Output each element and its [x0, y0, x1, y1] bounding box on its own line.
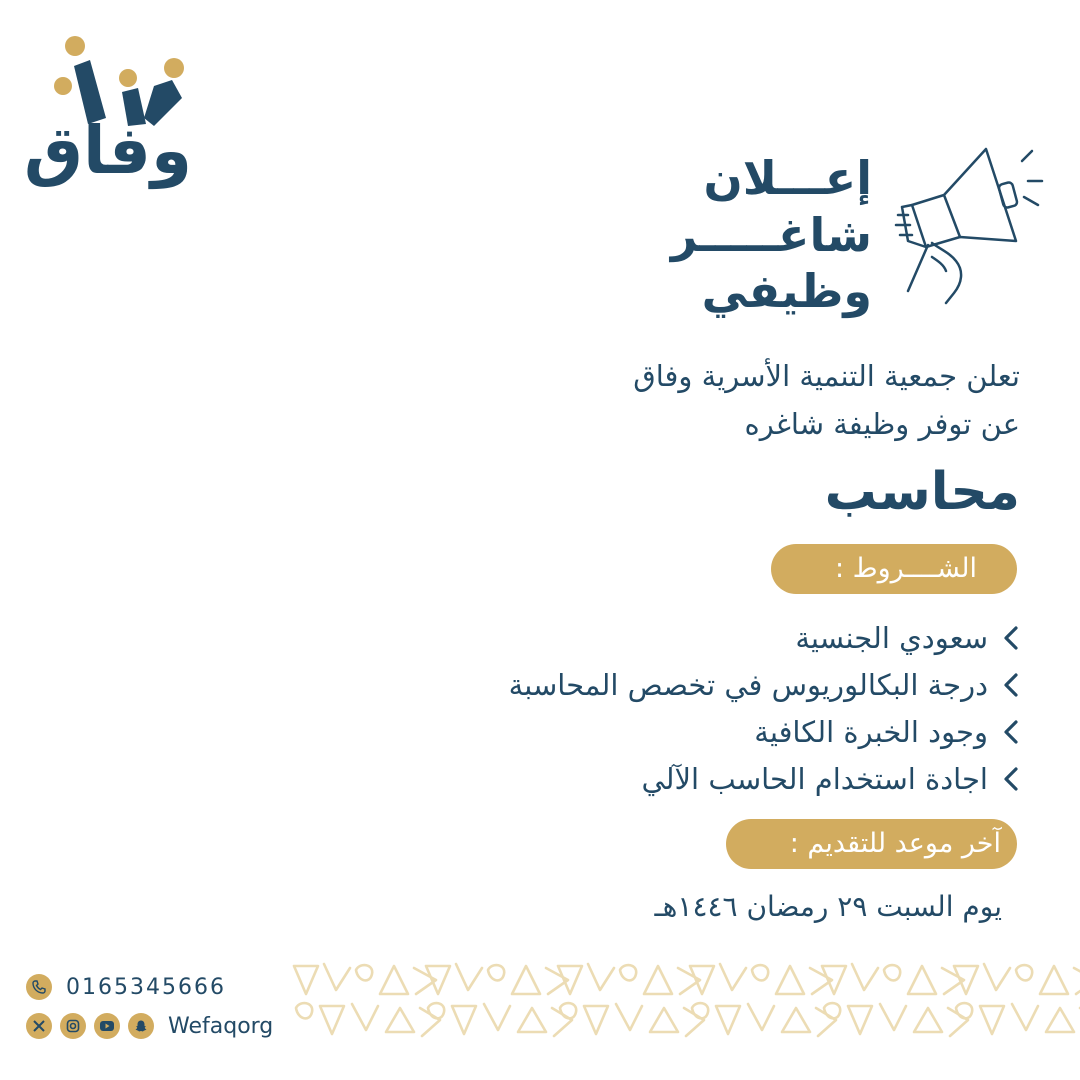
instagram-icon[interactable] — [60, 1013, 86, 1039]
social-handle[interactable]: Wefaqorg — [168, 1013, 274, 1039]
condition-text: سعودي الجنسية — [795, 620, 988, 655]
job-title: محاسب — [824, 462, 1020, 522]
condition-item — [509, 614, 1022, 661]
phone-number[interactable]: 0165345666 — [66, 974, 226, 1000]
deadline-date: يوم السبت ٢٩ رمضان ١٤٤٦هـ — [654, 890, 1002, 923]
conditions-label: الشــــروط : — [771, 544, 1017, 594]
condition-item — [509, 755, 1022, 802]
megaphone-icon — [888, 145, 1048, 310]
intro-text — [320, 352, 1020, 448]
headline-line-3: وظيفي — [701, 264, 872, 319]
condition-text: اجادة استخدام الحاسب الآلي — [641, 761, 988, 796]
conditions-list — [509, 614, 1022, 802]
chevron-left-icon — [1000, 671, 1022, 699]
snapchat-icon[interactable] — [128, 1013, 154, 1039]
phone-icon[interactable] — [26, 974, 52, 1000]
condition-item — [509, 661, 1022, 708]
chevron-left-icon — [1000, 624, 1022, 652]
logo-wordmark: وفاق — [23, 112, 192, 189]
headline-line-2: شاغـــــر — [670, 207, 872, 262]
condition-text: درجة البكالوريوس في تخصص المحاسبة — [508, 667, 988, 702]
social-row — [26, 1013, 273, 1039]
deadline-label: آخر موعد للتقديم : — [726, 819, 1017, 869]
condition-item — [509, 708, 1022, 755]
chevron-left-icon — [1000, 718, 1022, 746]
x-icon[interactable] — [26, 1013, 52, 1039]
decorative-pattern — [290, 960, 1080, 1050]
announcement-headline — [671, 150, 872, 320]
headline-line-1: إعـــلان — [703, 151, 872, 205]
youtube-icon[interactable] — [94, 1013, 120, 1039]
intro-line-2: عن توفر وظيفة شاغره — [744, 407, 1020, 441]
phone-row — [26, 974, 226, 1000]
chevron-left-icon — [1000, 765, 1022, 793]
condition-text: وجود الخبرة الكافية — [754, 714, 988, 749]
intro-line-1: تعلن جمعية التنمية الأسرية وفاق — [633, 359, 1020, 393]
